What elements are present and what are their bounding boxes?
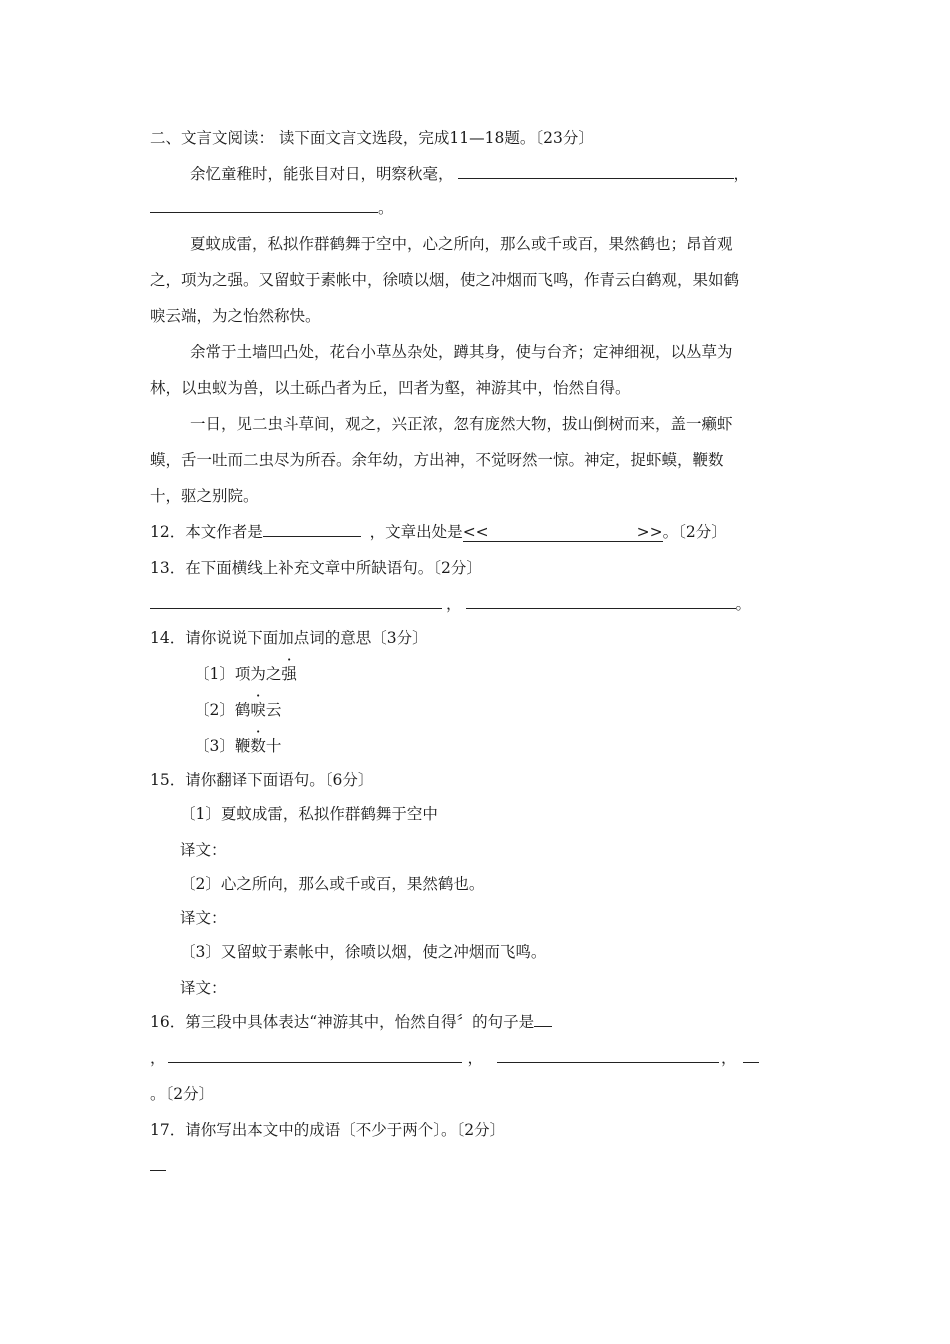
- blank-1b[interactable]: [150, 198, 378, 213]
- q15-sentence-1: 〔1〕夏蚊成雷，私拟作群鹤舞于空中: [180, 805, 438, 823]
- question-13: 13．在下面横线上补充文章中所缺语句。〔2分〕: [150, 559, 482, 577]
- paragraph-2-line1: 夏蚊成雷，私拟作群鹤舞于空中，心之所向，那么或千或百，果然鹤也；昂首观: [190, 235, 733, 253]
- q14-item-1-num: 〔1〕: [194, 665, 235, 683]
- q12-close: >>: [636, 523, 663, 541]
- q14-item-2-num: 〔2〕: [194, 701, 235, 719]
- q13-period: 。: [735, 595, 752, 613]
- question-16-score: 。〔2分〕: [150, 1085, 215, 1103]
- paragraph-2-line2: 之，项为之强。又留蚊于素帐中，徐喷以烟，使之冲烟而飞鸣，作青云白鹤观，果如鹤: [150, 271, 740, 289]
- paragraph-4-line1: 一日，见二虫斗草间，观之，兴正浓，忽有庞然大物，拔山倒树而来，盖一癞虾: [190, 415, 733, 433]
- q12-end: 。〔2分〕: [662, 523, 727, 541]
- question-16-answer: [150, 1048, 759, 1068]
- q14-item-2-pre: 鹤: [234, 701, 251, 719]
- q14-item-1-dotted-word: 强: [281, 665, 297, 683]
- paragraph-1: [190, 164, 749, 184]
- q14-item-3-post: 十: [265, 737, 282, 755]
- q15-label-3: 译文：: [180, 979, 227, 997]
- q13-blank-1[interactable]: [150, 594, 442, 609]
- q12-source-blank[interactable]: [463, 523, 663, 542]
- blank-1a[interactable]: [458, 164, 734, 179]
- q13-blank-2[interactable]: [466, 594, 736, 609]
- q14-item-3-num: 〔3〕: [194, 737, 235, 755]
- q16-blank-0[interactable]: [534, 1012, 552, 1027]
- q13-comma: ，: [446, 595, 462, 613]
- q16-blank-2[interactable]: [497, 1048, 719, 1063]
- paragraph-3-line1: 余常于土墙凹凸处，花台小草丛杂处，蹲其身，使与台齐；定神细视，以丛草为: [190, 343, 733, 361]
- paragraph-1-text: 余忆童稚时，能张目对日，明察秋毫，: [190, 165, 454, 183]
- paragraph-1-period: 。: [378, 199, 394, 217]
- q16-text: 16．第三段中具体表达“神游其中，怡然自得〞的句子是: [150, 1013, 535, 1031]
- question-17: 17．请你写出本文中的成语〔不少于两个〕。〔2分〕: [150, 1121, 506, 1139]
- q14-item-3: [194, 736, 281, 756]
- q15-sentence-2: 〔2〕心之所向，那么或千或百，果然鹤也。: [180, 875, 485, 893]
- q16-blank-3[interactable]: [743, 1048, 759, 1063]
- question-14: 14．请你说说下面加点词的意思〔3分〕: [150, 629, 428, 647]
- q14-item-2-dotted-word: 唳: [250, 701, 266, 719]
- q12-author-blank[interactable]: [263, 522, 361, 537]
- q12-mid: ，文章出处是: [369, 523, 463, 541]
- q12-open: <<: [462, 523, 489, 541]
- q12-text: 12．本文作者是: [150, 523, 263, 541]
- paragraph-3-line2: 林，以虫蚁为兽，以土砾凸者为丘，凹者为壑，神游其中，怡然自得。: [150, 379, 631, 397]
- paragraph-1-comma: ，: [733, 165, 750, 183]
- q16-blank-1[interactable]: [168, 1048, 462, 1063]
- paragraph-2-line3: 唳云端，为之怡然称快。: [150, 307, 321, 325]
- q15-label-2: 译文：: [180, 909, 227, 927]
- question-16: [150, 1012, 552, 1032]
- question-15: 15．请你翻译下面语句。〔6分〕: [150, 771, 374, 789]
- q14-item-2-post: 云: [265, 701, 282, 719]
- q15-label-1: 译文：: [180, 841, 227, 859]
- q16-lead-comma: ，: [150, 1049, 166, 1067]
- section-title: 二、文言文阅读： 读下面文言文选段，完成11—18题。〔23分〕: [150, 129, 594, 147]
- q14-item-1-pre: 项为之: [234, 665, 282, 683]
- question-12: [150, 522, 727, 542]
- q17-blank[interactable]: [150, 1156, 166, 1171]
- q14-item-3-pre: 鞭: [234, 737, 251, 755]
- paragraph-4-line2: 蟆，舌一吐而二虫尽为所吞。余年幼，方出神，不觉呀然一惊。神定，捉虾蟆，鞭数: [150, 451, 724, 469]
- q16-comma-2: ，: [721, 1049, 737, 1067]
- paragraph-1-line2: [150, 198, 394, 218]
- q14-item-2: [194, 700, 281, 720]
- question-13-answer: [150, 594, 751, 614]
- q15-sentence-3: 〔3〕又留蚊于素帐中，徐喷以烟，使之冲烟而飞鸣。: [180, 943, 547, 961]
- paragraph-4-line3: 十，驱之别院。: [150, 487, 259, 505]
- q16-comma-1: ，: [467, 1049, 484, 1067]
- question-17-answer: [150, 1156, 166, 1176]
- q14-item-1: [194, 664, 297, 684]
- q14-item-3-dotted-word: 数: [250, 737, 266, 755]
